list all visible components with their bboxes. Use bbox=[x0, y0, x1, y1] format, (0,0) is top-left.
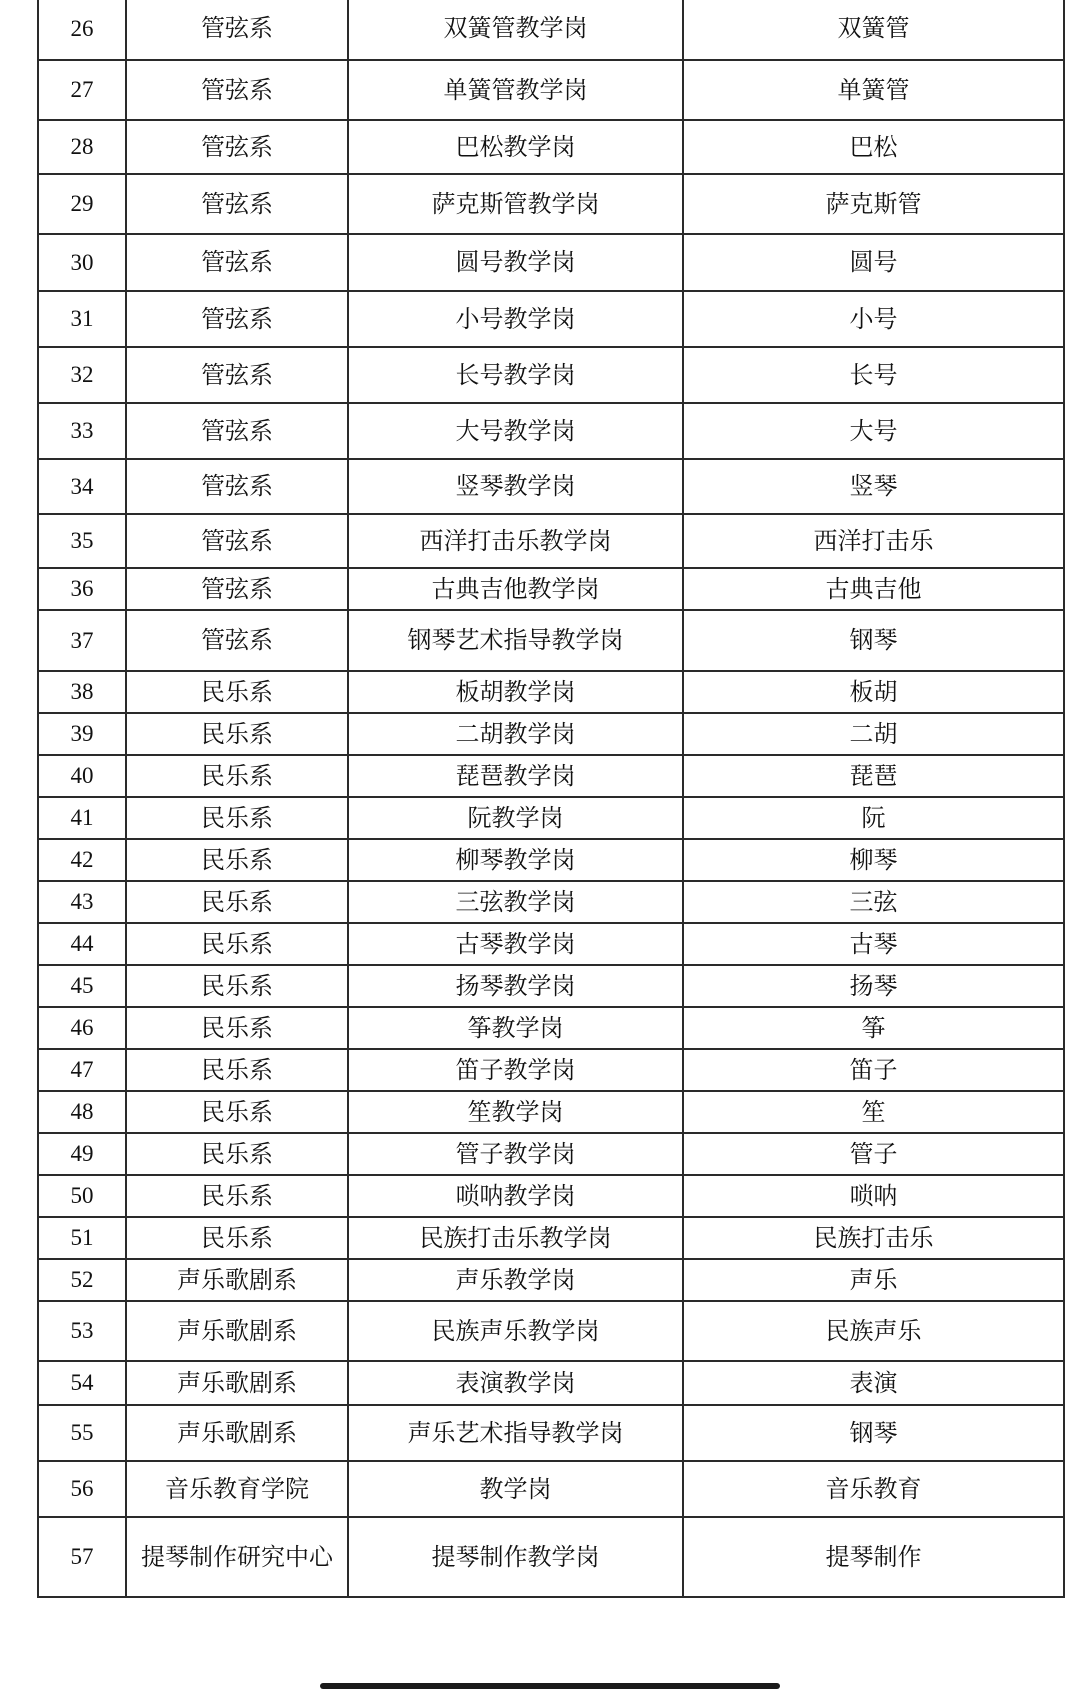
specialty-cell: 单簧管 bbox=[683, 60, 1064, 120]
row-number-cell: 36 bbox=[38, 568, 126, 610]
scroll-indicator-bar bbox=[320, 1683, 780, 1689]
table-row bbox=[38, 1217, 1064, 1259]
position-cell: 长号教学岗 bbox=[348, 347, 683, 403]
specialty-cell: 唢呐 bbox=[683, 1175, 1064, 1217]
position-cell: 柳琴教学岗 bbox=[348, 839, 683, 881]
table-row bbox=[38, 610, 1064, 671]
specialty-cell: 扬琴 bbox=[683, 965, 1064, 1007]
row-number-cell: 43 bbox=[38, 881, 126, 923]
position-cell: 板胡教学岗 bbox=[348, 671, 683, 713]
position-cell: 二胡教学岗 bbox=[348, 713, 683, 755]
row-number-cell: 54 bbox=[38, 1361, 126, 1405]
specialty-cell: 竖琴 bbox=[683, 459, 1064, 514]
specialty-cell: 圆号 bbox=[683, 234, 1064, 291]
table-row bbox=[38, 1091, 1064, 1133]
specialty-cell: 钢琴 bbox=[683, 610, 1064, 671]
table-row bbox=[38, 514, 1064, 568]
table-row bbox=[38, 120, 1064, 174]
department-cell: 民乐系 bbox=[126, 671, 348, 713]
position-cell: 古琴教学岗 bbox=[348, 923, 683, 965]
row-number-cell: 52 bbox=[38, 1259, 126, 1301]
row-number-cell: 30 bbox=[38, 234, 126, 291]
department-cell: 管弦系 bbox=[126, 234, 348, 291]
row-number-cell: 49 bbox=[38, 1133, 126, 1175]
specialty-cell: 柳琴 bbox=[683, 839, 1064, 881]
department-cell: 民乐系 bbox=[126, 923, 348, 965]
position-cell: 萨克斯管教学岗 bbox=[348, 174, 683, 234]
department-cell: 管弦系 bbox=[126, 120, 348, 174]
position-cell: 双簧管教学岗 bbox=[348, 0, 683, 60]
specialty-cell: 声乐 bbox=[683, 1259, 1064, 1301]
table-row bbox=[38, 459, 1064, 514]
specialty-cell: 三弦 bbox=[683, 881, 1064, 923]
position-cell: 民族声乐教学岗 bbox=[348, 1301, 683, 1361]
department-cell: 声乐歌剧系 bbox=[126, 1259, 348, 1301]
specialty-cell: 萨克斯管 bbox=[683, 174, 1064, 234]
table-row bbox=[38, 1259, 1064, 1301]
department-cell: 民乐系 bbox=[126, 1133, 348, 1175]
table-row bbox=[38, 347, 1064, 403]
specialty-cell: 大号 bbox=[683, 403, 1064, 459]
table-row bbox=[38, 1049, 1064, 1091]
department-cell: 管弦系 bbox=[126, 60, 348, 120]
department-cell: 民乐系 bbox=[126, 713, 348, 755]
department-cell: 民乐系 bbox=[126, 1091, 348, 1133]
table-row bbox=[38, 1301, 1064, 1361]
table-row bbox=[38, 755, 1064, 797]
table-row bbox=[38, 1405, 1064, 1461]
row-number-cell: 39 bbox=[38, 713, 126, 755]
specialty-cell: 民族声乐 bbox=[683, 1301, 1064, 1361]
row-number-cell: 32 bbox=[38, 347, 126, 403]
position-cell: 扬琴教学岗 bbox=[348, 965, 683, 1007]
specialty-cell: 琵琶 bbox=[683, 755, 1064, 797]
specialty-cell: 古琴 bbox=[683, 923, 1064, 965]
row-number-cell: 44 bbox=[38, 923, 126, 965]
table-row bbox=[38, 568, 1064, 610]
department-cell: 管弦系 bbox=[126, 403, 348, 459]
position-cell: 笛子教学岗 bbox=[348, 1049, 683, 1091]
department-cell: 民乐系 bbox=[126, 1007, 348, 1049]
specialty-cell: 长号 bbox=[683, 347, 1064, 403]
table-row bbox=[38, 60, 1064, 120]
specialty-cell: 巴松 bbox=[683, 120, 1064, 174]
specialty-cell: 二胡 bbox=[683, 713, 1064, 755]
table-row bbox=[38, 839, 1064, 881]
table-row bbox=[38, 881, 1064, 923]
department-cell: 管弦系 bbox=[126, 514, 348, 568]
row-number-cell: 27 bbox=[38, 60, 126, 120]
position-cell: 三弦教学岗 bbox=[348, 881, 683, 923]
position-cell: 圆号教学岗 bbox=[348, 234, 683, 291]
position-cell: 小号教学岗 bbox=[348, 291, 683, 347]
specialty-cell: 民族打击乐 bbox=[683, 1217, 1064, 1259]
table-row bbox=[38, 1133, 1064, 1175]
row-number-cell: 46 bbox=[38, 1007, 126, 1049]
row-number-cell: 26 bbox=[38, 0, 126, 60]
specialty-cell: 板胡 bbox=[683, 671, 1064, 713]
position-cell: 单簧管教学岗 bbox=[348, 60, 683, 120]
specialty-cell: 音乐教育 bbox=[683, 1461, 1064, 1517]
department-cell: 民乐系 bbox=[126, 1217, 348, 1259]
department-cell: 声乐歌剧系 bbox=[126, 1405, 348, 1461]
table-row bbox=[38, 1461, 1064, 1517]
row-number-cell: 53 bbox=[38, 1301, 126, 1361]
table-body bbox=[38, 0, 1064, 1597]
row-number-cell: 48 bbox=[38, 1091, 126, 1133]
specialty-cell: 阮 bbox=[683, 797, 1064, 839]
table-row bbox=[38, 0, 1064, 60]
table-row bbox=[38, 1007, 1064, 1049]
table-row bbox=[38, 1361, 1064, 1405]
position-cell: 教学岗 bbox=[348, 1461, 683, 1517]
department-cell: 管弦系 bbox=[126, 347, 348, 403]
position-cell: 管子教学岗 bbox=[348, 1133, 683, 1175]
department-cell: 管弦系 bbox=[126, 291, 348, 347]
positions-table bbox=[37, 0, 1065, 1598]
specialty-cell: 钢琴 bbox=[683, 1405, 1064, 1461]
table-row bbox=[38, 965, 1064, 1007]
row-number-cell: 45 bbox=[38, 965, 126, 1007]
position-cell: 古典吉他教学岗 bbox=[348, 568, 683, 610]
row-number-cell: 50 bbox=[38, 1175, 126, 1217]
row-number-cell: 37 bbox=[38, 610, 126, 671]
position-cell: 笙教学岗 bbox=[348, 1091, 683, 1133]
department-cell: 民乐系 bbox=[126, 1175, 348, 1217]
table-row bbox=[38, 174, 1064, 234]
position-cell: 钢琴艺术指导教学岗 bbox=[348, 610, 683, 671]
row-number-cell: 56 bbox=[38, 1461, 126, 1517]
department-cell: 管弦系 bbox=[126, 174, 348, 234]
department-cell: 民乐系 bbox=[126, 797, 348, 839]
specialty-cell: 古典吉他 bbox=[683, 568, 1064, 610]
position-cell: 民族打击乐教学岗 bbox=[348, 1217, 683, 1259]
department-cell: 管弦系 bbox=[126, 610, 348, 671]
position-cell: 大号教学岗 bbox=[348, 403, 683, 459]
table-row bbox=[38, 797, 1064, 839]
specialty-cell: 管子 bbox=[683, 1133, 1064, 1175]
row-number-cell: 34 bbox=[38, 459, 126, 514]
row-number-cell: 28 bbox=[38, 120, 126, 174]
row-number-cell: 31 bbox=[38, 291, 126, 347]
department-cell: 民乐系 bbox=[126, 1049, 348, 1091]
position-cell: 竖琴教学岗 bbox=[348, 459, 683, 514]
position-cell: 琵琶教学岗 bbox=[348, 755, 683, 797]
row-number-cell: 42 bbox=[38, 839, 126, 881]
specialty-cell: 筝 bbox=[683, 1007, 1064, 1049]
row-number-cell: 38 bbox=[38, 671, 126, 713]
department-cell: 管弦系 bbox=[126, 459, 348, 514]
row-number-cell: 35 bbox=[38, 514, 126, 568]
department-cell: 声乐歌剧系 bbox=[126, 1301, 348, 1361]
row-number-cell: 47 bbox=[38, 1049, 126, 1091]
position-cell: 声乐教学岗 bbox=[348, 1259, 683, 1301]
table-row bbox=[38, 1175, 1064, 1217]
department-cell: 声乐歌剧系 bbox=[126, 1361, 348, 1405]
department-cell: 民乐系 bbox=[126, 965, 348, 1007]
department-cell: 民乐系 bbox=[126, 839, 348, 881]
position-cell: 筝教学岗 bbox=[348, 1007, 683, 1049]
row-number-cell: 57 bbox=[38, 1517, 126, 1597]
position-cell: 提琴制作教学岗 bbox=[348, 1517, 683, 1597]
specialty-cell: 笛子 bbox=[683, 1049, 1064, 1091]
department-cell: 管弦系 bbox=[126, 568, 348, 610]
department-cell: 提琴制作研究中心 bbox=[126, 1517, 348, 1597]
specialty-cell: 西洋打击乐 bbox=[683, 514, 1064, 568]
table-row bbox=[38, 403, 1064, 459]
department-cell: 民乐系 bbox=[126, 755, 348, 797]
position-cell: 表演教学岗 bbox=[348, 1361, 683, 1405]
table-row bbox=[38, 234, 1064, 291]
row-number-cell: 29 bbox=[38, 174, 126, 234]
department-cell: 管弦系 bbox=[126, 0, 348, 60]
position-cell: 西洋打击乐教学岗 bbox=[348, 514, 683, 568]
specialty-cell: 小号 bbox=[683, 291, 1064, 347]
row-number-cell: 51 bbox=[38, 1217, 126, 1259]
department-cell: 民乐系 bbox=[126, 881, 348, 923]
table-row bbox=[38, 1517, 1064, 1597]
row-number-cell: 41 bbox=[38, 797, 126, 839]
row-number-cell: 55 bbox=[38, 1405, 126, 1461]
specialty-cell: 表演 bbox=[683, 1361, 1064, 1405]
table-row bbox=[38, 923, 1064, 965]
specialty-cell: 双簧管 bbox=[683, 0, 1064, 60]
specialty-cell: 提琴制作 bbox=[683, 1517, 1064, 1597]
row-number-cell: 33 bbox=[38, 403, 126, 459]
table-row bbox=[38, 291, 1064, 347]
position-cell: 巴松教学岗 bbox=[348, 120, 683, 174]
row-number-cell: 40 bbox=[38, 755, 126, 797]
table-row bbox=[38, 713, 1064, 755]
table-row bbox=[38, 671, 1064, 713]
department-cell: 音乐教育学院 bbox=[126, 1461, 348, 1517]
position-cell: 唢呐教学岗 bbox=[348, 1175, 683, 1217]
specialty-cell: 笙 bbox=[683, 1091, 1064, 1133]
position-cell: 声乐艺术指导教学岗 bbox=[348, 1405, 683, 1461]
position-cell: 阮教学岗 bbox=[348, 797, 683, 839]
